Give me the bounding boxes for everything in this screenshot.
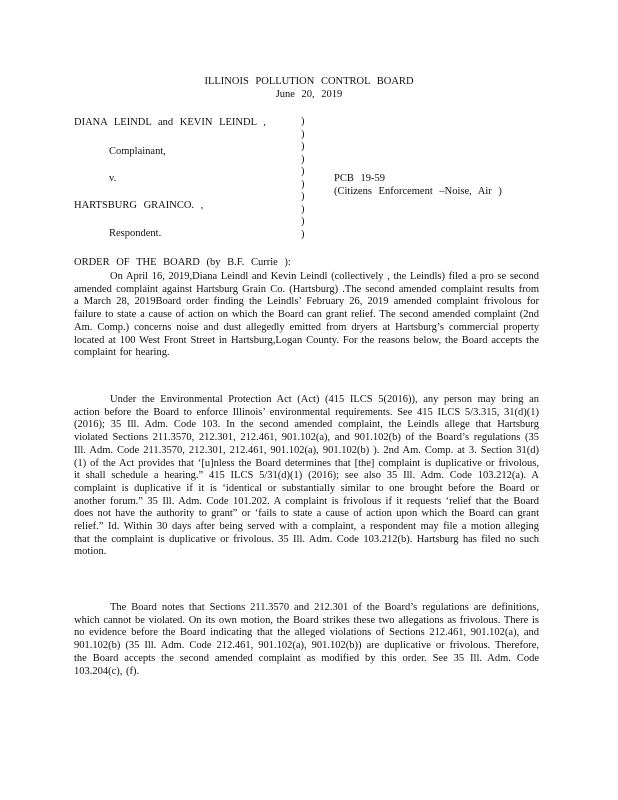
paragraph-1: On April 16, 2019,Diana Leindl and Kevin Leindl (collectively , the Leindls) filed a pro se second amended complaint against Hartsburg Grain Co. (Hartsburg) .The second amended complaint results from a March 28, 2019Board order finding the Leindls’ February 26, 2019 amended complaint frivolous for failure to state a cause of action on which the Board can grant relief. The second amended complaint (2nd Am. Comp.) concerns noise and dust allegedly emitted from dryers at Hartsburg’s commercial property located at 100 West Front Street in Hartsburg,Logan County. For the reasons below, the Board accepts the complaint for hearing. <box>74 271 539 359</box>
complainants-role: Complainant, <box>109 146 166 157</box>
respondent-role: Respondent. <box>109 228 162 239</box>
caption-parentheses: ) ) ) ) ) ) ) ) ) ) <box>301 116 305 240</box>
paragraph-2: Under the Environmental Protection Act (Act) (415 ILCS 5(2016)), any person may bring an action before the Board to enforce Illinois’ environmental requirements. See 415 ILCS 5/3.315, 31(d)(1) (2016); 35 Ill. Adm. Code 103. In the second amended complaint, the Leindls allege that Hartsburg violated Sections 211.3570, 212.301, 212.461, 901.102(a), and 901.102(b) of the Board’s regulations (35 Ill. Adm. Code 211.3570, 212.301, 212.461, 901.102(a), 901.102(b) ). 2nd Am. Comp. at 3. Section 31(d)(1) of the Act provides that ‘[u]nless the Board determines that [the] complaint is duplicative or frivolous, it shall schedule a hearing.” 415 ILCS 5/31(d)(1) (2016); see also 35 Ill. Adm. Code 103.212(a). A complaint is duplicative if it is ‘identical or substantially similar to one brought before the Board or another forum.” 35 Ill. Adm. Code 101.202. A complaint is frivolous if it requests ‘relief that the Board does not have the authority to grant” or ‘fails to state a cause of action upon which the Board can grant relief.” Id. Within 30 days after being served with a complaint, a respondent may file a motion alleging that the complaint is duplicative or frivolous. 35 Ill. Adm. Code 103.212(b). Hartsburg has filed no such motion. <box>74 394 539 558</box>
paragraph-3: The Board notes that Sections 211.3570 and 212.301 of the Board’s regulations are definitions, which cannot be violated. On its own motion, the Board strikes these two allegations as frivolous. There is no evidence before the Board indicating that the alleged violations of Sections 212.461, 901.102(a), and 901.102(b) (35 Ill. Adm. Code 212.461, 901.102(a), 901.102(b)) are duplicative or frivolous. Therefore, the Board accepts the second amended complaint as modified by this order. See 35 Ill. Adm. Code 103.204(c), (f). <box>74 602 539 677</box>
agency-title: ILLINOIS POLLUTION CONTROL BOARD <box>204 76 414 87</box>
case-number: PCB 19-59 <box>334 173 385 184</box>
versus: v. <box>109 173 117 184</box>
order-heading: ORDER OF THE BOARD (by B.F. Currie ): <box>74 257 291 268</box>
case-type: (Citizens Enforcement –Noise, Air ) <box>334 186 502 197</box>
order-date: June 20, 2019 <box>275 89 343 100</box>
respondent-name: HARTSBURG GRAINCO. , <box>74 200 204 211</box>
complainants-names: DIANA LEINDL and KEVIN LEINDL , <box>74 117 266 128</box>
